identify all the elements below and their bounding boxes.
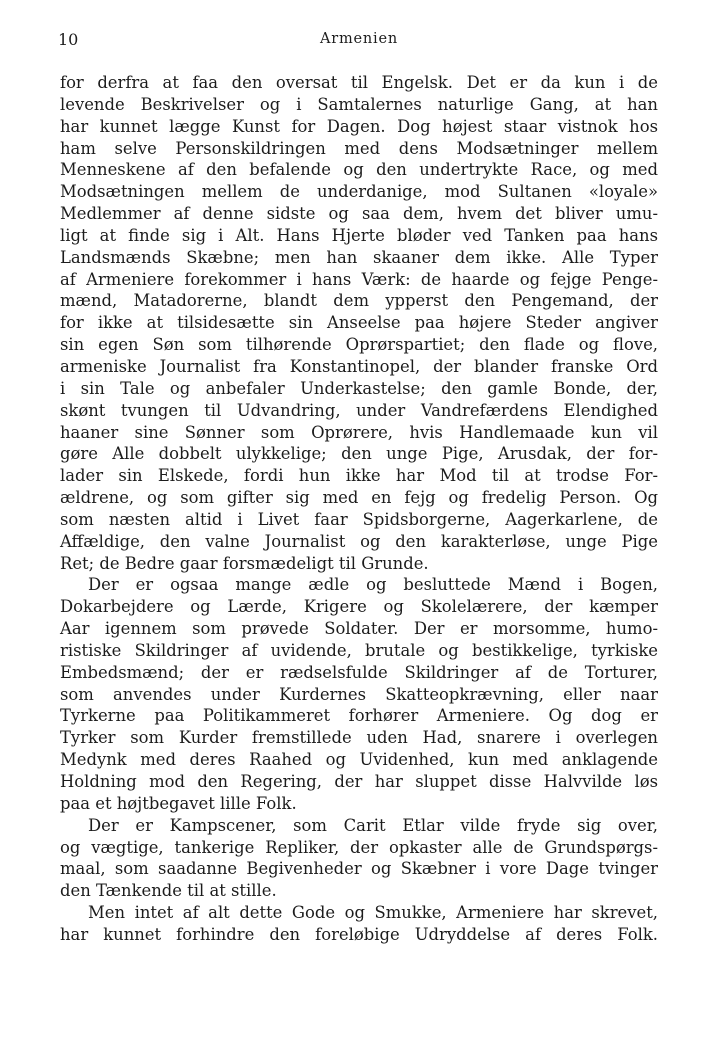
text-line: ristiske Skildringer af uvidende, brutale og bestikkelige, tyrkiske <box>60 640 658 660</box>
text-line: Dokarbejdere og Lærde, Krigere og Skolelærere, der kæmper <box>60 597 658 617</box>
text-line: Holdning mod den Regering, der har sluppet disse Halvvilde løs <box>60 772 658 791</box>
text-line: Tyrker som Kurder fremstillede uden Had, snarere i overlegen <box>60 728 658 748</box>
text-line: og vægtige, tankerige Repliker, der opkaster alle de Grundspørgs- <box>60 837 658 857</box>
text-line: armeniske Journalist fra Konstantinopel, der blander franske Ord <box>60 356 658 376</box>
text-line: lader sin Elskede, fordi hun ikke har Mod til at trodse For- <box>60 466 658 486</box>
text-line: for derfra at faa den oversat til Engelsk. Det er da kun i de <box>60 73 658 92</box>
text-line: Tyrkerne paa Politikammeret forhører Armeniere. Og dog er <box>60 706 658 726</box>
text-line: skønt tvungen til Udvandring, under Vandrefærdens Elendighed <box>60 400 658 420</box>
text-line: Menneskene af den befalende og den undertrykte Race, og med <box>60 160 658 180</box>
text-line: levende Beskrivelser og i Samtalernes naturlige Gang, at han <box>60 94 658 114</box>
text-line: Medlemmer af denne sidste og saa dem, hvem det bliver umu- <box>60 204 658 224</box>
text-line: ham selve Personskildringen med dens Modsætninger mellem <box>60 138 658 158</box>
text-line: den Tænkende til at stille. <box>60 881 277 901</box>
text-line: mænd, Matadorerne, blandt dem ypperst den Pengemand, der <box>60 291 658 311</box>
text-line: haaner sine Sønner som Oprørere, hvis Handlemaade kun vil <box>60 422 658 442</box>
book-page <box>60 30 658 946</box>
text-line: ældrene, og som gifter sig med en fejg og fredelig Person. Og <box>60 488 658 508</box>
page-number: 10 <box>58 30 79 49</box>
text-line: paa et højtbegavet lille Folk. <box>60 793 297 813</box>
text-line: Embedsmænd; der er rædselsfulde Skildringer af de Torturer, <box>60 662 658 682</box>
text-line: maal, som saadanne Begivenheder og Skæbner i vore Dage tvinger <box>60 859 658 879</box>
body-text <box>60 72 658 946</box>
text-line: af Armeniere forekommer i hans Værk: de haarde og fejge Penge- <box>60 269 658 289</box>
text-line: Medynk med deres Raahed og Uvidenhed, kun med anklagende <box>60 750 658 770</box>
text-line: Aar igennem som prøvede Soldater. Der er morsomme, humo- <box>60 619 658 639</box>
text-line: ligt at finde sig i Alt. Hans Hjerte bløder ved Tanken paa hans <box>60 225 658 245</box>
text-line: som anvendes under Kurdernes Skatteopkrævning, eller naar <box>60 684 658 704</box>
text-line: har kunnet forhindre den foreløbige Udryddelse af deres Folk. <box>60 924 658 944</box>
text-line: Der er Kampscener, som Carit Etlar vilde fryde sig over, <box>88 815 658 835</box>
running-title: Armenien <box>319 31 399 47</box>
text-line: Ret; de Bedre gaar forsmædeligt til Grunde. <box>60 553 429 573</box>
text-line: Der er ogsaa mange ædle og besluttede Mænd i Bogen, <box>88 575 658 595</box>
text-line: for ikke at tilsidesætte sin Anseelse paa højere Steder angiver <box>60 313 658 333</box>
running-head <box>60 30 658 58</box>
text-line: sin egen Søn som tilhørende Oprørspartiet; den flade og flove, <box>60 335 658 355</box>
text-line: har kunnet lægge Kunst for Dagen. Dog højest staar vistnok hos <box>60 116 658 136</box>
text-line: Men intet af alt dette Gode og Smukke, Armeniere har skrevet, <box>88 903 658 923</box>
text-line: gøre Alle dobbelt ulykkelige; den unge Pige, Arusdak, der for- <box>60 444 658 464</box>
text-line: Modsætningen mellem de underdanige, mod Sultanen «loyale» <box>60 182 658 202</box>
text-line: i sin Tale og anbefaler Underkastelse; den gamle Bonde, der, <box>60 378 658 398</box>
text-line: Landsmænds Skæbne; men han skaaner dem ikke. Alle Typer <box>60 247 658 267</box>
text-line: Affældige, den valne Journalist og den karakterløse, unge Pige <box>60 531 658 551</box>
text-line: som næsten altid i Livet faar Spidsborgerne, Aagerkarlene, de <box>60 509 658 529</box>
